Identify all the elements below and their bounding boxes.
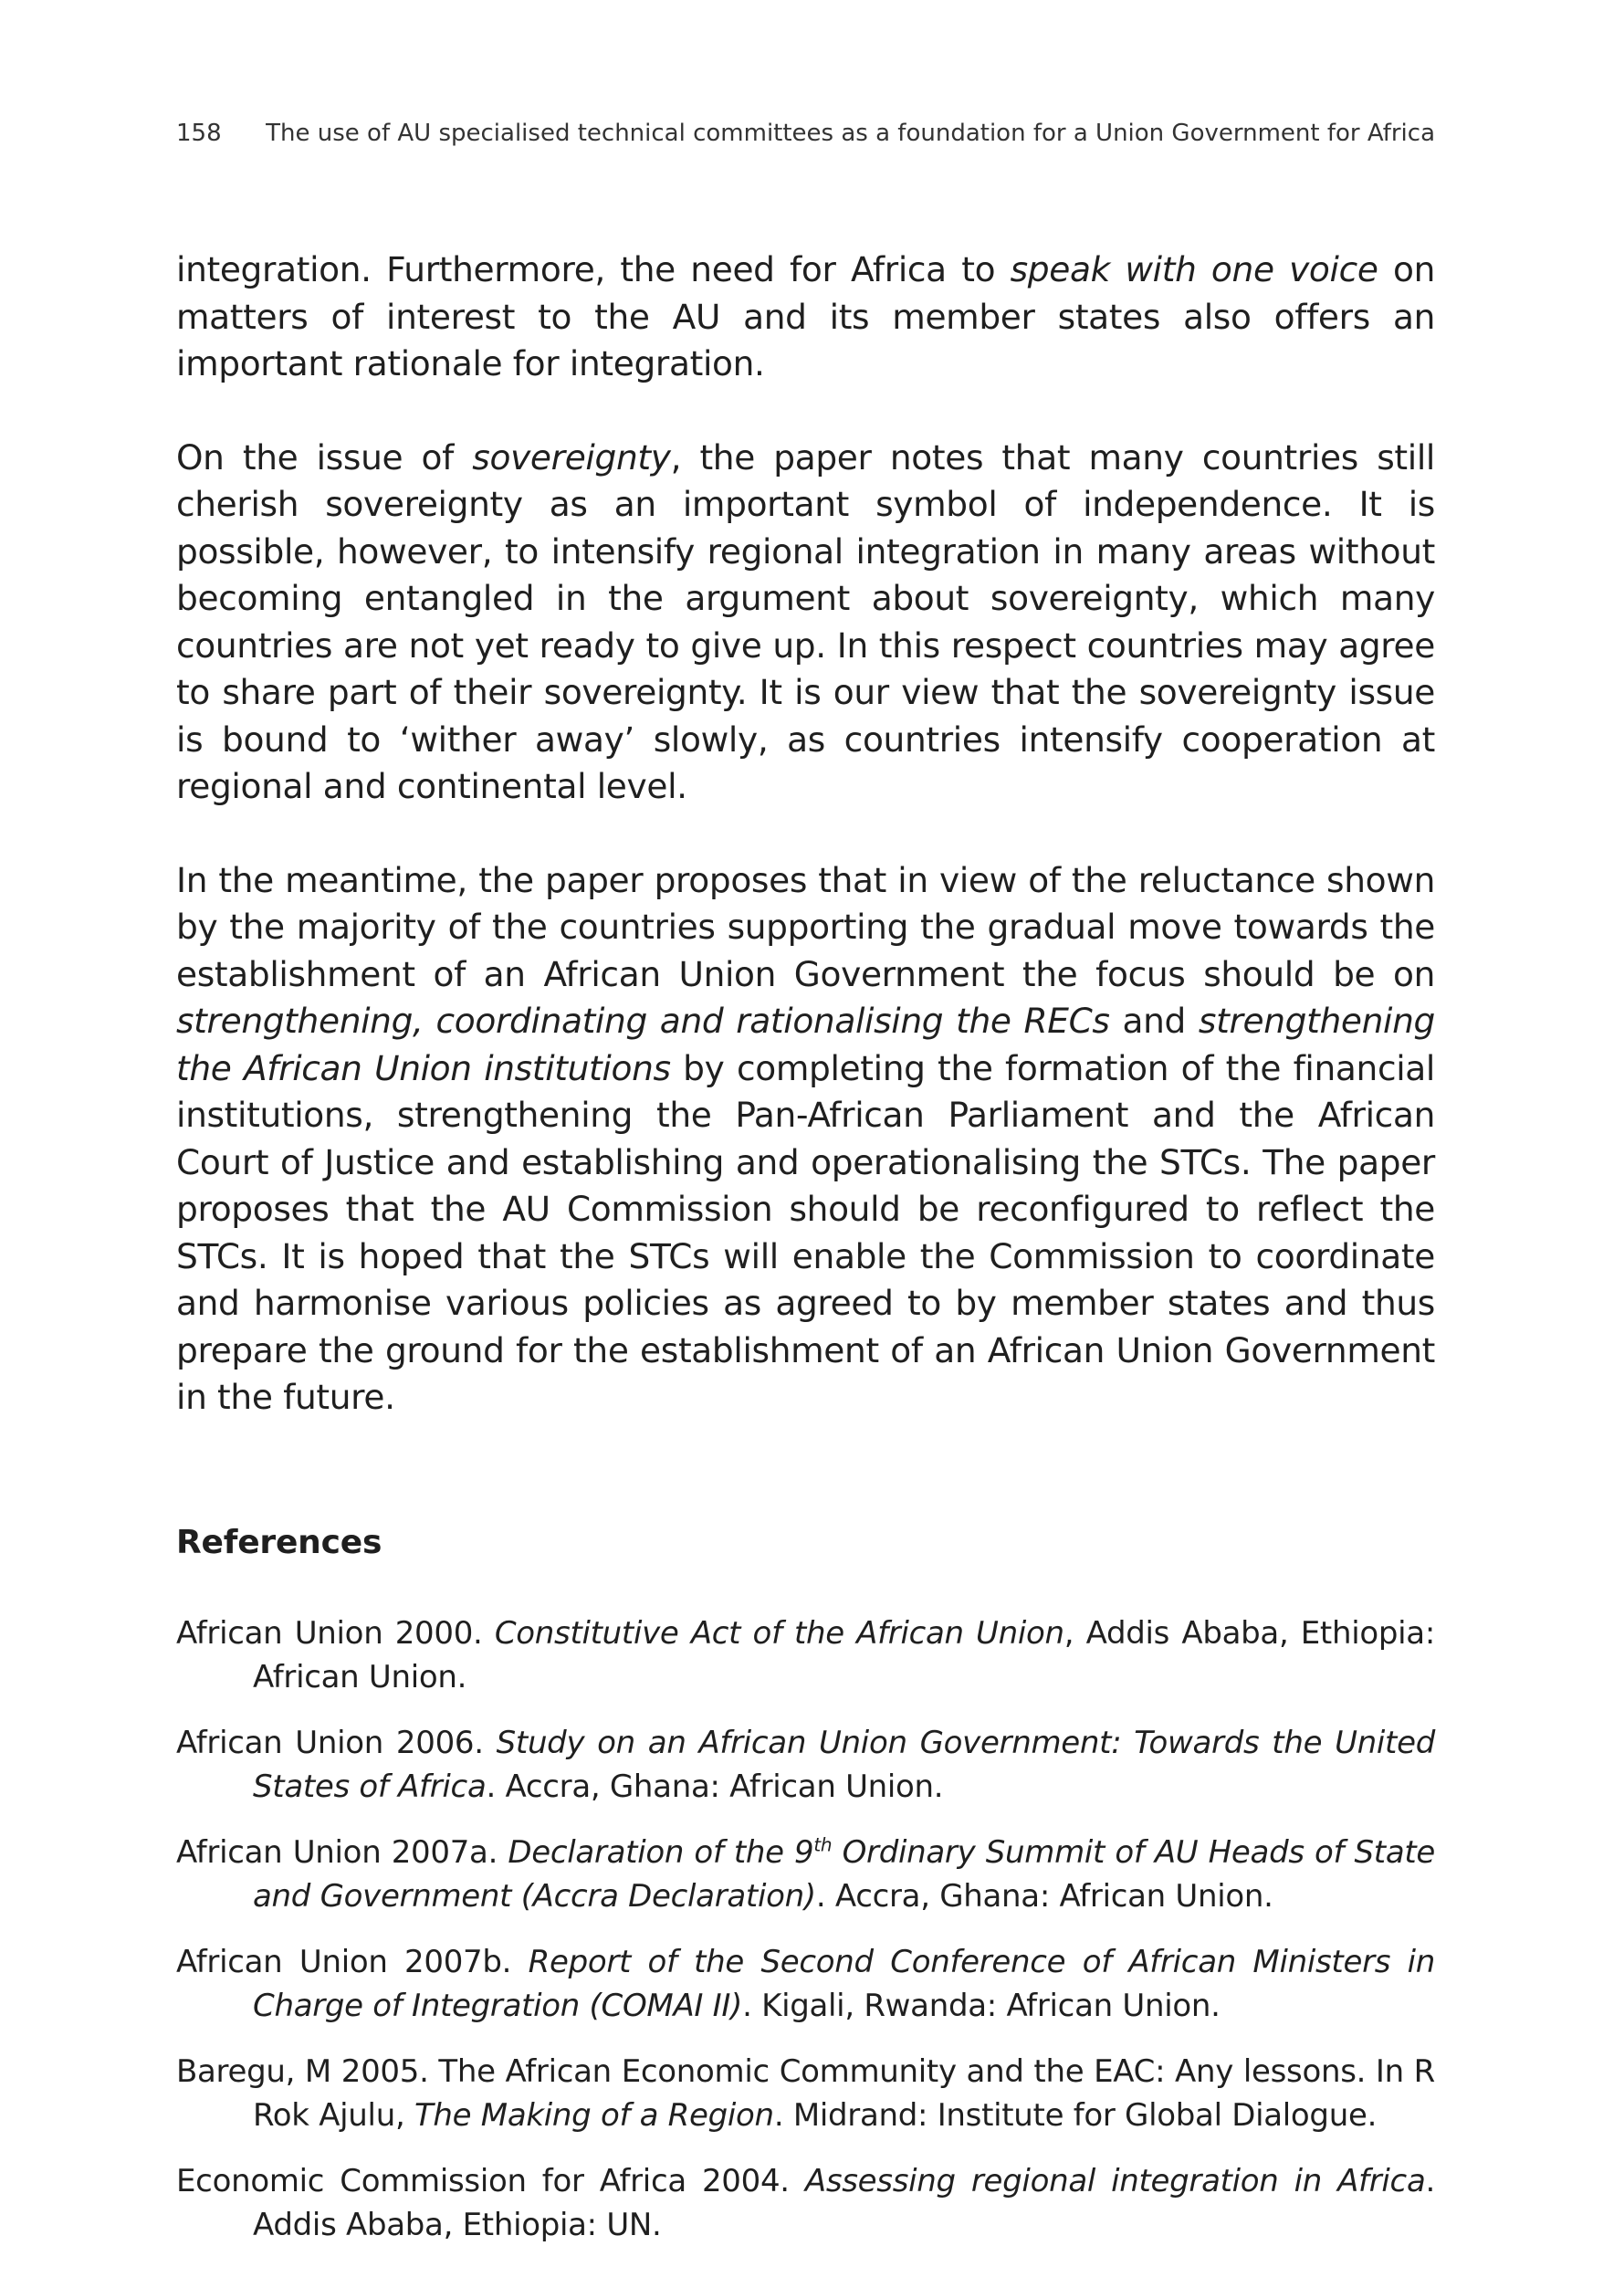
reference-author-year: Economic Commission for Africa 2004.: [176, 2162, 805, 2199]
reference-title: Study on an African Union Government: Towards the United States of Africa: [253, 1724, 1435, 1805]
reference-author-year: African Union 2007b.: [176, 1943, 529, 1980]
body-paragraph: [176, 435, 1435, 811]
reference-item: [176, 2050, 1435, 2137]
reference-author-year: African Union 2006.: [176, 1724, 497, 1761]
body-paragraph: [176, 857, 1435, 1422]
reference-title: Constitutive Act of the African Union: [494, 1614, 1064, 1652]
reference-author-year: Baregu, M 2005. The African Economic Community and the EAC: Any lessons. In R Rok Ajulu,: [176, 2052, 1435, 2134]
references-list: [176, 1611, 1435, 2247]
reference-title-part: Ordinary Summit of AU Heads of State and Government (Accra Declaration): [253, 1833, 1436, 1915]
reference-item: [176, 1940, 1435, 2028]
reference-publisher: . Addis Ababa, Ethiopia: UN.: [253, 2162, 1435, 2243]
body-content: [176, 247, 1435, 2247]
emphasis-text: sovereignty: [472, 436, 671, 478]
reference-item: [176, 2159, 1435, 2247]
reference-publisher: . Accra, Ghana: African Union.: [815, 1877, 1273, 1915]
reference-item: [176, 1831, 1435, 1918]
running-title: The use of AU specialised technical committees as a foundation for a Union Government for Africa: [266, 120, 1435, 147]
text-run: and: [1109, 1001, 1199, 1041]
reference-publisher: . Accra, Ghana: African Union.: [486, 1768, 944, 1805]
reference-item: [176, 1721, 1435, 1809]
emphasis-text: strengthening, coordinating and rationalising the RECs: [176, 1001, 1110, 1041]
text-run: On the issue of: [176, 436, 473, 478]
reference-title: Assessing regional integration in Africa: [804, 2162, 1426, 2199]
reference-publisher: , Addis Ababa, Ethiopia: African Union.: [253, 1614, 1435, 1695]
emphasis-text: strengthening the African Union institutions: [176, 1001, 1435, 1088]
reference-publisher: . Midrand: Institute for Global Dialogue.: [773, 2096, 1378, 2134]
emphasis-text: speak with one voice: [1010, 249, 1378, 289]
reference-author-year: African Union 2000.: [176, 1614, 495, 1652]
text-run: on matters of interest to the AU and its member states also offers an important rationale for integration.: [176, 249, 1436, 383]
body-paragraph: [176, 247, 1435, 388]
text-run: integration. Furthermore, the need for Africa to: [176, 249, 1011, 289]
text-run: In the meantime, the paper proposes that in view of the reluctance shown by the majority of the countries supporting the gradual move towards the establishment of an African Union Government the focus should be on: [176, 859, 1435, 994]
reference-title: Report of the Second Conference of African Ministers in Charge of Integration (COMAI II): [253, 1943, 1436, 2024]
page-number: 158: [176, 120, 222, 147]
reference-item: [176, 1611, 1435, 1699]
reference-title: The Making of a Region: [414, 2096, 774, 2134]
reference-title-part: Declaration of the 9: [508, 1833, 814, 1871]
ordinal-superscript: th: [813, 1833, 833, 1856]
reference-author-year: African Union 2007a.: [176, 1833, 508, 1871]
references-heading: References: [176, 1523, 382, 1561]
reference-publisher: . Kigali, Rwanda: African Union.: [742, 1987, 1221, 2024]
text-run: by completing the formation of the financial institutions, strengthening the Pan-African Parliament and the African Court of Justice and establishing and operationalising the STCs. The paper proposes that the AU Commission should be reconfigured to reflect the STCs. It is hoped that the STCs will enable the Commission to coordinate and harmonise various policies as agreed to by member states and thus prepare the ground for the establishment of an African Union Government in the future.: [176, 1047, 1436, 1417]
text-run: , the paper notes that many countries still cherish sovereignty as an important symbol of independence. It is possible, however, to intensify regional integration in many areas without becoming entangled in the argument about sovereignty, which many countries are not yet ready to give up. In this respect countries may agree to share part of their sovereignty. It is our view that the sovereignty issue is bound to ‘wither away’ slowly, as countries intensify cooperation at regional and continental level.: [176, 436, 1435, 806]
